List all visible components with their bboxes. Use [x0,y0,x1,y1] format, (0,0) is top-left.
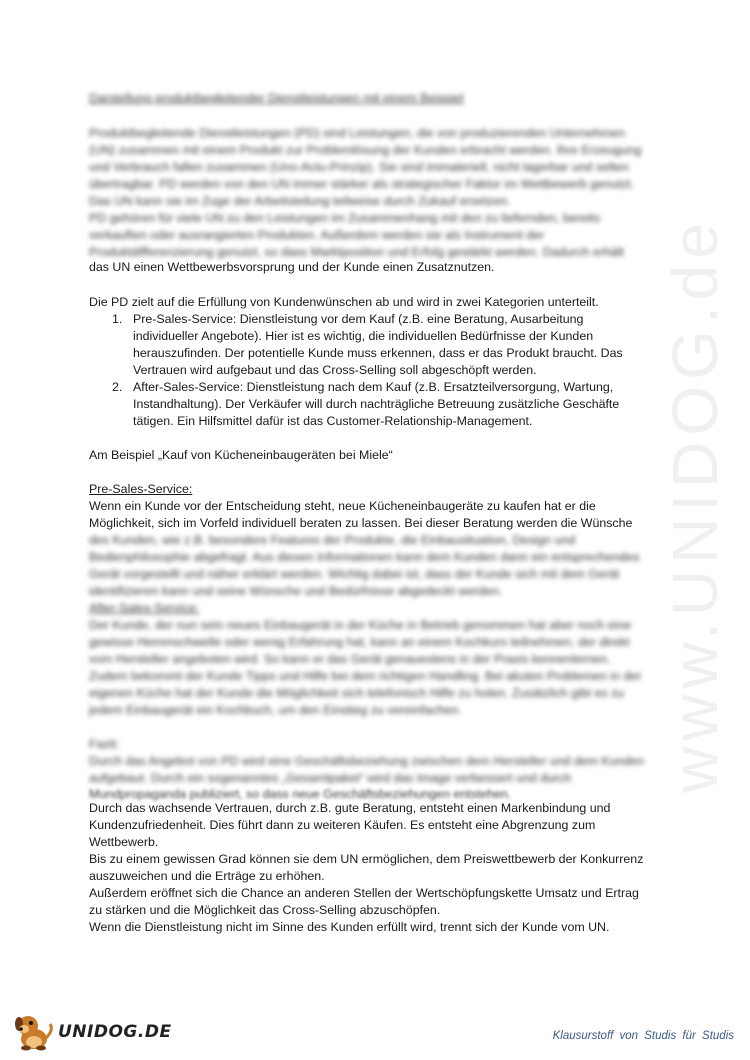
list-item-line: tätigen. Ein Hilfsmittel dafür ist das Customer-Relationship-Management. [133,414,533,428]
after-sales-line: gewisse Hemmschwelle oder wenig Erfahrung hat, kann an einem Kochkurs teilnehmen, der direkt [89,635,630,649]
intro-line: Produktbegleitende Dienstleistungen (PD) sind Leistungen, die von produzierenden Unternehmen [89,126,625,140]
footer-tagline: Klausurstoff von Studis für Studis [552,1030,734,1042]
list-number: 1. [112,312,123,326]
pre-sales-line: Gerät vorgestellt und näher erklärt werden. Wichtig dabei ist, dass der Kunde sich mit dem Gerät [89,567,620,581]
logo-text: UNIDOG.DE [58,1022,172,1042]
fazit-line: Bis zu einem gewissen Grad können sie dem UN ermöglichen, dem Preiswettbewerb der Konkurrenz [89,852,644,866]
after-sales-line: Der Kunde, der nun sein neues Einbaugerät in der Küche in Betrieb genommen hat aber noch eine [89,618,632,632]
after-sales-line: jedem Einbaugerät ein Kochbuch, um den Einstieg zu vereinfachen. [89,703,462,717]
list-item-line: After-Sales-Service: Dienstleistung nach dem Kauf (z.B. Ersatzteilversorgung, Wartung, [133,380,614,394]
fazit-line: zu stärken und die Möglichkeit das Cross-Selling abzuschöpfen. [89,903,441,917]
footer-logo[interactable] [10,1012,172,1052]
intro-line: übertragbar. PD werden von den UN immer stärker als strategischer Faktor im Wettbewerb genutzt. [89,177,635,191]
after-sales-line: vom Hersteller angeboten wird. So kann er das Gerät genauestens in der Praxis kennenlernen. [89,652,611,666]
fazit-line: Durch das Angebot von PD wird eine Geschäftsbeziehung zwischen dem Hersteller und dem Kunden [89,754,645,768]
pre-sales-line: identifizieren kann und seine Wünsche und Bedürfnisse abgedeckt werden. [89,584,503,598]
pd-intro: Die PD zielt auf die Erfüllung von Kundenwünschen ab und wird in zwei Kategorien unterteilt. [89,295,599,309]
after-sales-heading: After-Sales-Service: [89,601,200,615]
fazit-line: aufgebaut. Durch ein sogenanntes „Gesamtpaket“ wird das Image verbessert und durch [89,771,572,785]
intro-last-line: das UN einen Wettbewerbsvorsprung und der Kunde einen Zusatznutzen. [89,260,495,274]
after-sales-line: eigenen Küche hat der Kunde die Möglichkeit sich telefonisch Hilfe zu holen. Zusätzlich gibt es zu [89,686,625,700]
list-item-line: herauszufinden. Der potentielle Kunde muss erkennen, dass er das Produkt braucht. Das [133,346,623,360]
list-item-line: Pre-Sales-Service: Dienstleistung vor dem Kauf (z.B. eine Beratung, Ausarbeitung [133,312,584,326]
list-item-line: individueller Angebote). Hier ist es wichtig, die individuellen Bedürfnisse der Kunden [133,329,594,343]
pre-sales-line: des Kunden, wie z.B. besondere Features der Produkte, die Einbausituation, Design und [89,533,576,547]
list-item-line: Vertrauen wird aufgebaut und das Cross-Selling soll abgeschöpft werden. [133,363,537,377]
pre-sales-line: Bedienphilosophie abgefragt. Aus diesen Informationen kann dem Kunden dann ein entsprechendes [89,550,640,564]
fazit-line: Wenn die Dienstleistung nicht im Sinne des Kunden erfüllt wird, trennt sich der Kunde vom UN. [89,920,610,934]
list-number: 2. [112,380,123,394]
fazit-line: Kundenzufriedenheit. Dies führt dann zu weiteren Käufen. Es entsteht eine Abgrenzung zum [89,818,596,832]
intro-line: Produktdifferenzierung genutzt, so dass Marktposition und Erfolg gestärkt werden. Dadurch erhält [89,245,624,259]
fazit-line: Wettbewerb. [89,835,159,849]
fazit-line: Mundpropaganda publiziert, so dass neue Geschäftsbeziehungen entstehen. [89,787,512,801]
watermark-text: www.UNIDOG.de [659,217,731,793]
intro-line: und Verbrauch fallen zusammen (Uno-Actu-Prinzip). Sie sind immateriell, nicht lagerbar und selten [89,160,629,174]
document-heading: Darstellung produktbegleitender Dienstleistungen mit einem Beispiel [89,91,464,105]
fazit-line: Durch das wachsende Vertrauen, durch z.B. gute Beratung, entsteht einen Markenbindung und [89,801,611,815]
after-sales-line: Zudem bekommt der Kunde Tipps und Hilfe bei dem richtigen Handling. Bei akuten Problemen in der [89,669,642,683]
fazit-line: Außerdem eröffnet sich die Chance an anderen Stellen der Wertschöpfungskette Umsatz und Ertrag [89,886,639,900]
fazit-line: auszuweichen und die Erträge zu erhöhen. [89,869,325,883]
watermark [655,217,735,793]
intro-line: (UN) zusammen mit einem Produkt zur Problemlösung der Kunden erbracht werden. Ihre Erzeugung [89,143,642,157]
list-item-line: Instandhaltung). Der Verkäufer will durch nachträgliche Betreuung zusätzliche Geschäfte [133,397,620,411]
pre-sales-line: Möglichkeit, sich im Vorfeld individuell beraten zu lassen. Bei dieser Beratung werden die Wünsche [89,516,633,530]
pre-sales-line: Wenn ein Kunde vor der Entscheidung steht, neue Kücheneinbaugeräte zu kaufen hat er die [89,499,596,513]
intro-line: PD gehören für viele UN zu den Leistungen im Zusammenhang mit den zu liefernden, bereits [89,211,601,225]
pre-sales-heading: Pre-Sales-Service: [89,482,193,496]
intro-line: verkauften oder ausrangierten Produkten. Außerdem werden sie als Instrument der [89,228,545,242]
dog-mascot-icon [10,1012,56,1052]
intro-line: Das UN kann sie im Zuge der Arbeitsteilung teilweise durch Zukauf ersetzen. [89,194,511,208]
fazit-heading: Fazit: [89,737,120,751]
example-heading: Am Beispiel „Kauf von Kücheneinbaugeräten bei Miele“ [89,448,393,462]
